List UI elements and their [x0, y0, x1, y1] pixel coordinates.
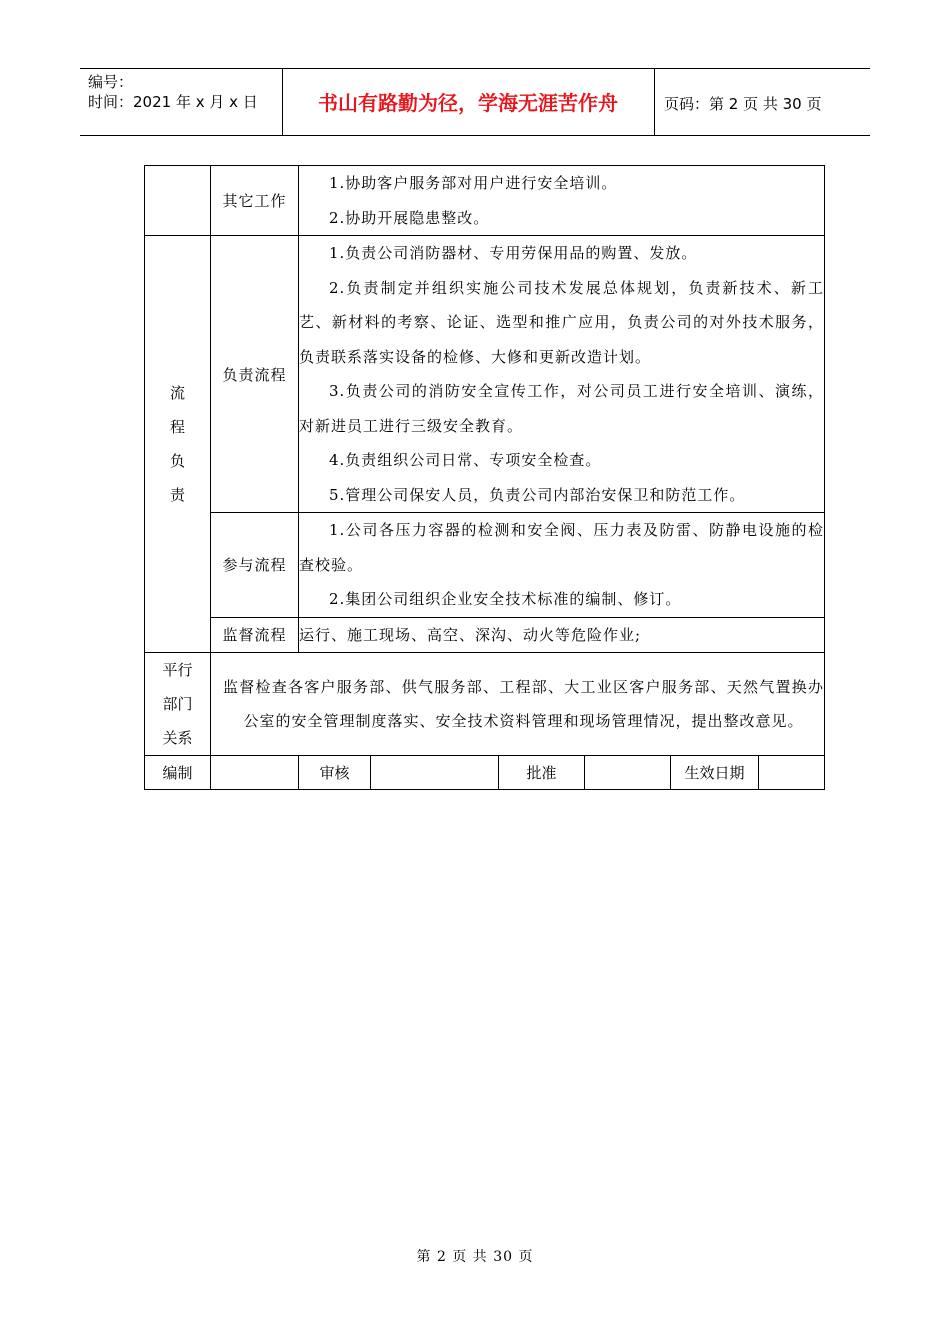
vertical-char: 责: [169, 486, 185, 504]
effective-date-label: 生效日期: [671, 756, 759, 790]
header-divider: [654, 68, 655, 135]
list-item: 2.负责制定并组织实施公司技术发展总体规划，负责新技术、新工艺、新材料的考察、论证、选型和推广应用，负责公司的对外技术服务，负责联系落实设备的检修、大修和更新改造计划。: [299, 278, 825, 366]
row-responsible-process: [145, 236, 825, 513]
responsible-process-content: [299, 236, 825, 513]
compile-label: 编制: [145, 756, 211, 790]
participate-process-label: 参与流程: [211, 513, 299, 618]
parallel-departments-content: [211, 653, 825, 756]
parallel-text: 监督检查各客户服务部、供气服务部、工程部、大工业区客户服务部、天然气置换办公室的安全管理制度落实、安全技术资料管理和现场管理情况，提出整改意见。: [223, 677, 825, 730]
blank-category-cell: [145, 166, 211, 236]
row-parallel-departments: [145, 653, 825, 756]
supervise-process-content: [299, 617, 825, 653]
compile-value-cell: [211, 756, 299, 790]
label-line: 部门: [162, 695, 193, 713]
vertical-char: 流: [169, 384, 185, 402]
review-label: 审核: [299, 756, 371, 790]
responsible-process-label: 负责流程: [211, 236, 299, 513]
list-item: 2.协助开展隐患整改。: [329, 208, 490, 227]
other-work-content: [299, 166, 825, 236]
list-item: 1.负责公司消防器材、专用劳保用品的购置、发放。: [329, 244, 698, 262]
list-item: 2.集团公司组织企业安全技术标准的编制、修订。: [329, 590, 682, 608]
approve-value-cell: [585, 756, 671, 790]
approve-label: 批准: [499, 756, 585, 790]
header-bottom-rule: [80, 135, 870, 136]
process-responsibility-label: [145, 236, 211, 653]
other-work-label: 其它工作: [211, 166, 299, 236]
vertical-char: 负: [169, 452, 185, 470]
vertical-char: 程: [169, 418, 185, 436]
list-item: 3.负责公司的消防安全宣传工作，对公司员工进行安全培训、演练，对新进员工进行三级安全教育。: [299, 382, 825, 435]
supervise-text: 运行、施工现场、高空、深沟、动火等危险作业;: [299, 625, 642, 644]
row-participate-process: [145, 513, 825, 618]
list-item: 1.公司各压力容器的检测和安全阀、压力表及防雷、防静电设施的检查校验。: [299, 521, 825, 574]
header-page-number: 页码：第 2 页 共 30 页: [664, 95, 822, 113]
header-motto: 书山有路勤为径，学海无涯苦作舟: [318, 91, 618, 115]
supervise-process-label: 监督流程: [211, 617, 299, 653]
list-item: 5.管理公司保安人员，负责公司内部治安保卫和防范工作。: [329, 485, 746, 504]
label-line: 平行: [162, 661, 193, 679]
list-item: 1.协助客户服务部对用户进行安全培训。: [329, 174, 618, 192]
effective-date-value-cell: [759, 756, 825, 790]
label-line: 关系: [162, 729, 193, 747]
row-supervise-process: [145, 617, 825, 653]
review-value-cell: [371, 756, 499, 790]
row-other-work: [145, 166, 825, 236]
document-number-label: 编号：: [88, 73, 134, 91]
footer-page-number: 第 2 页 共 30 页: [416, 1249, 534, 1265]
list-item: 4.负责组织公司日常、专项安全检查。: [329, 451, 602, 469]
row-signoff: [145, 756, 825, 790]
document-date-label: 时间：2021 年 x 月 x 日: [88, 93, 258, 111]
responsibility-table: [144, 165, 825, 790]
participate-process-content: [299, 513, 825, 618]
parallel-departments-label: [145, 653, 211, 756]
header-meta: [88, 72, 258, 112]
